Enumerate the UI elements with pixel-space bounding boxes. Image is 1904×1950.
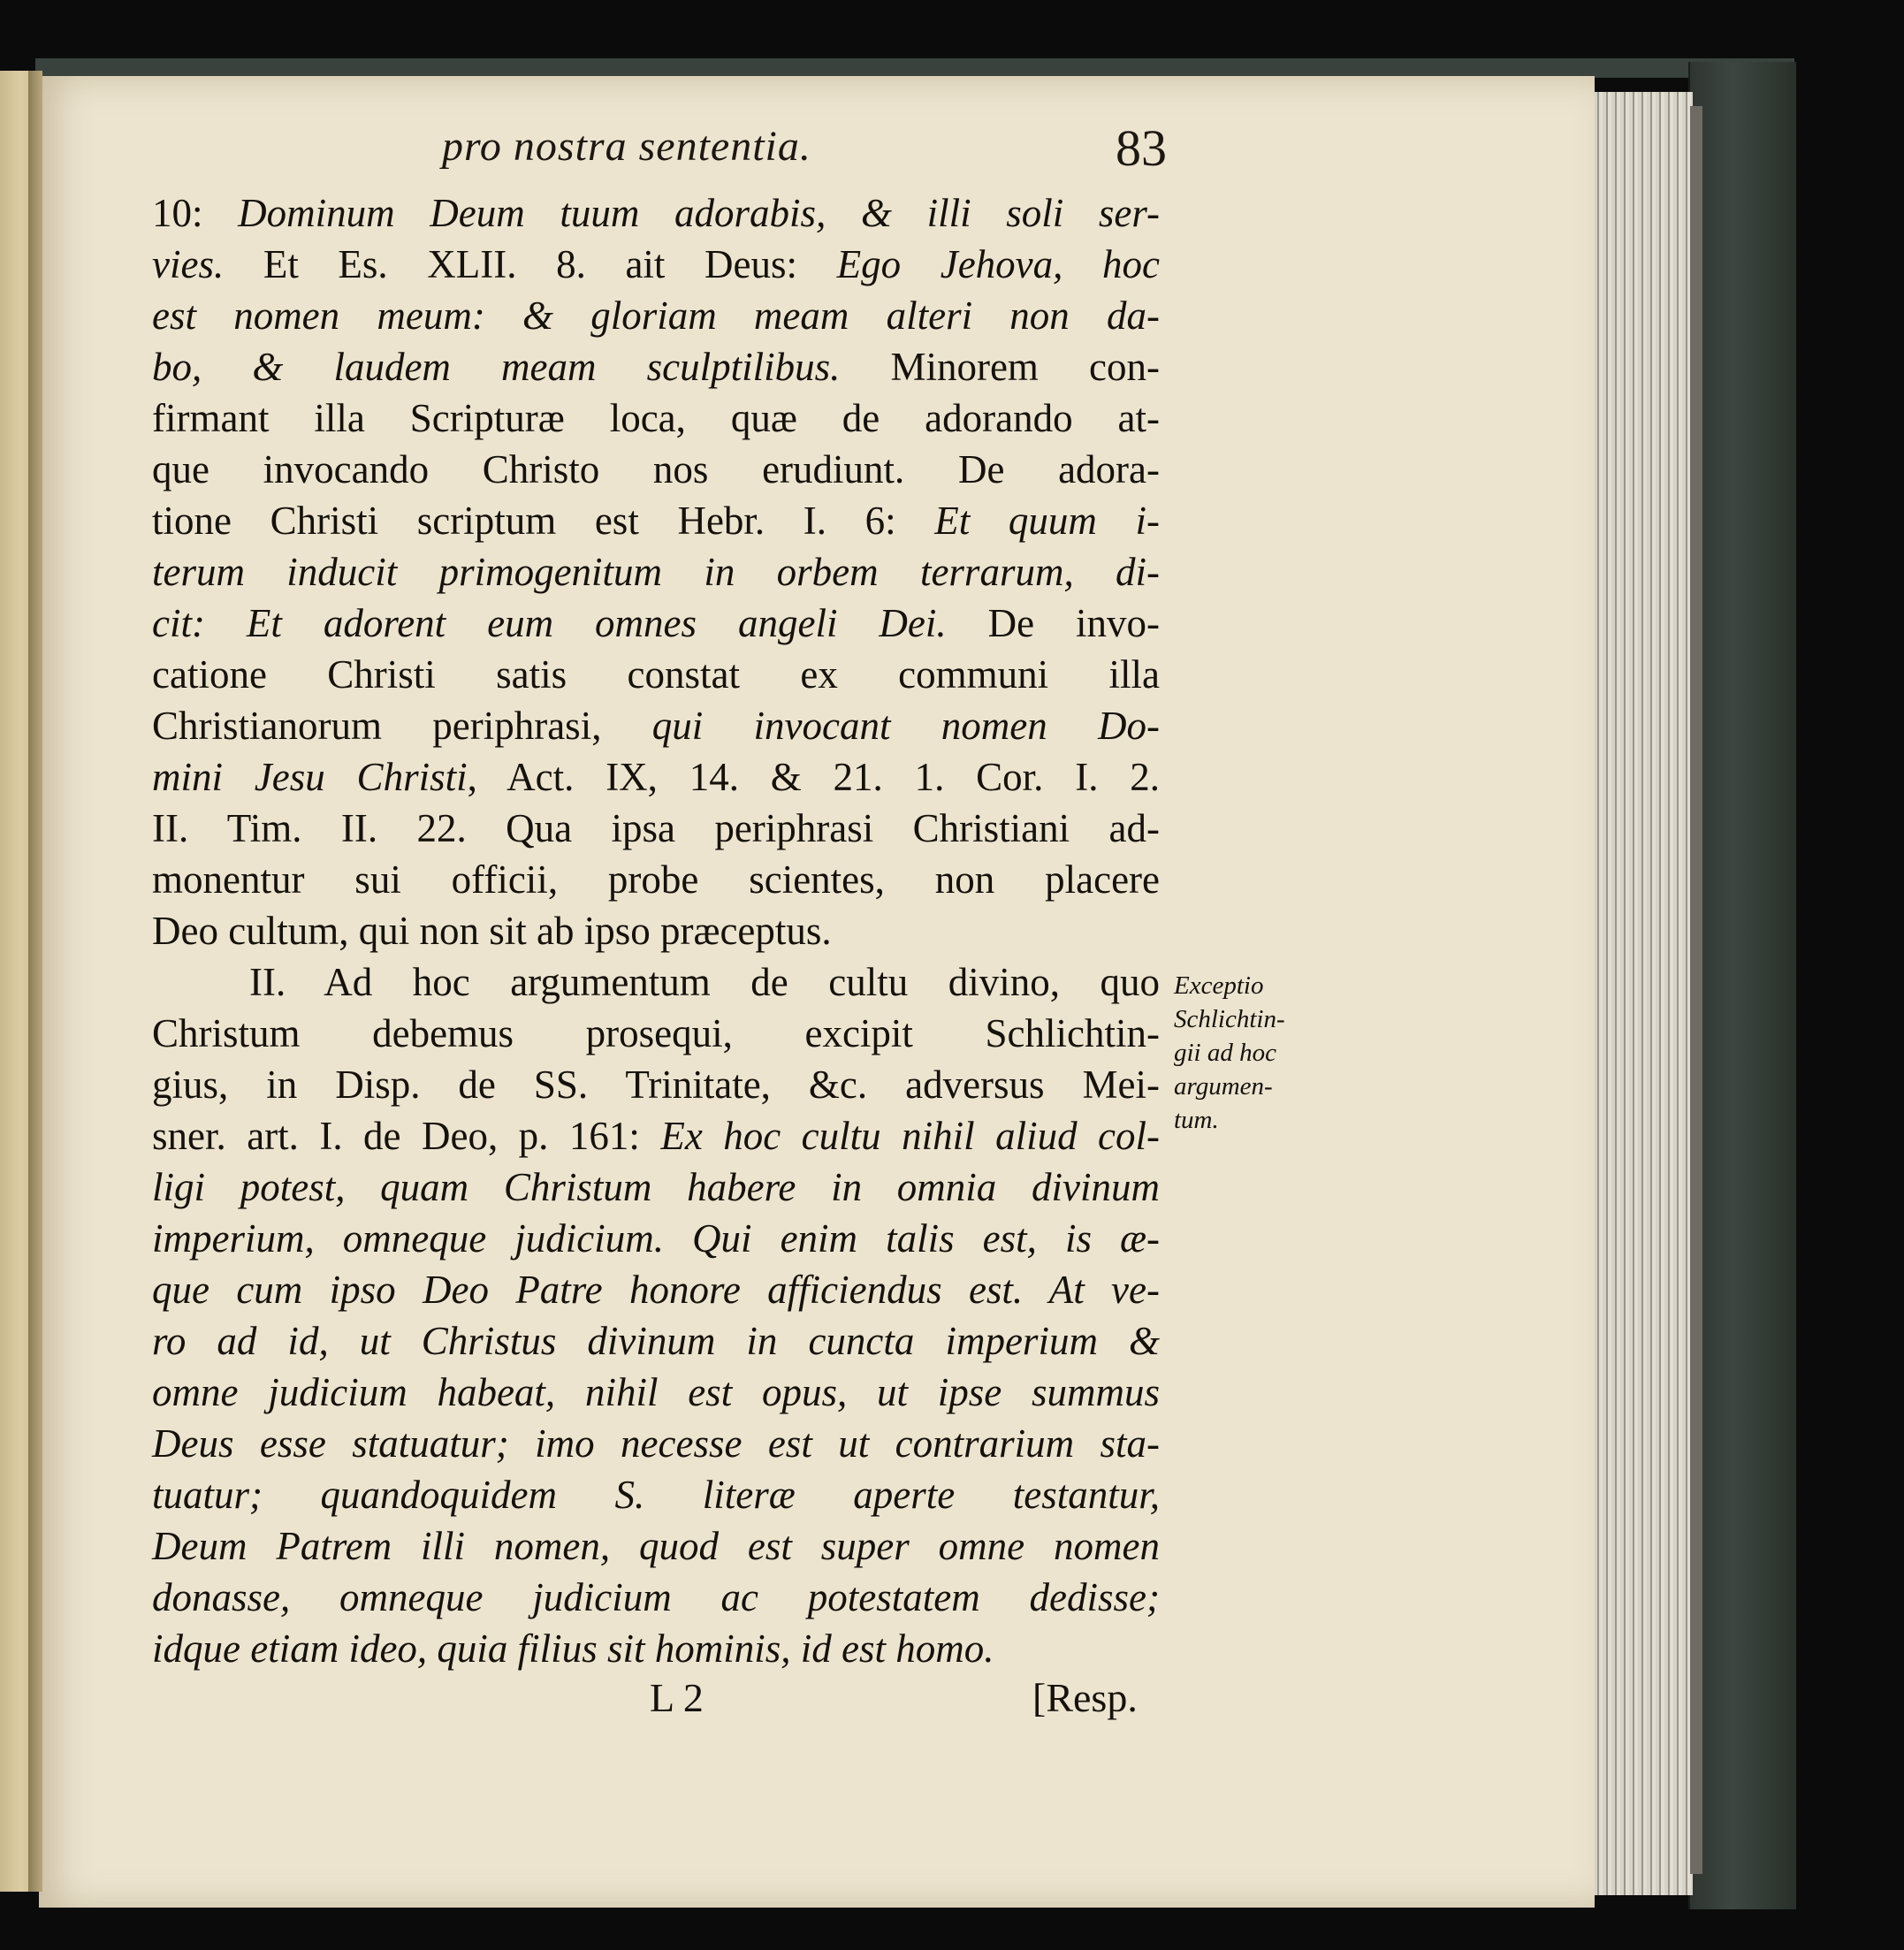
- italic-text-run: cit: Et adorent eum omnes angeli Dei.: [152, 601, 947, 645]
- text-line: [152, 187, 1160, 239]
- italic-text-run: que cum ipso Deo Patre honore afficiendus est. At ve-: [152, 1268, 1160, 1312]
- text-line: [152, 1110, 1160, 1162]
- text-line: [152, 649, 1160, 700]
- italic-text-run: Deum Patrem illi nomen, quod est super omne nomen: [152, 1524, 1160, 1568]
- italic-text-run: imperium, omneque judicium. Qui enim talis est, is æ-: [152, 1216, 1160, 1261]
- text-line: [152, 1520, 1160, 1572]
- roman-text-run: Minorem con-: [840, 345, 1160, 389]
- text-line: [152, 1418, 1160, 1469]
- text-line: [152, 1008, 1160, 1059]
- text-line: [152, 290, 1160, 341]
- roman-text-run: sner. art. I. de Deo, p. 161:: [152, 1114, 661, 1158]
- roman-text-run: II. Ad hoc argumentum de cultu divino, quo: [249, 960, 1160, 1004]
- italic-text-run: est nomen meum: & gloriam meam alteri non da-: [152, 293, 1160, 338]
- roman-text-run: Christum debemus prosequi, excipit Schlichtin-: [152, 1011, 1160, 1055]
- marginal-note-line: tum.: [1174, 1106, 1219, 1134]
- roman-text-run: , Act. IX, 14. & 21. 1. Cor. I. 2.: [467, 755, 1160, 799]
- marginal-note: [1174, 969, 1333, 1137]
- italic-text-run: ro ad id, ut Christus divinum in cuncta imperium &: [152, 1319, 1160, 1363]
- text-line: [152, 1572, 1160, 1623]
- roman-text-run: monentur sui officii, probe scientes, non placere: [152, 857, 1160, 902]
- italic-text-run: terum inducit primogenitum in orbem terrarum, di-: [152, 550, 1160, 594]
- running-head: [159, 119, 1167, 184]
- marginal-note-line: argumen-: [1174, 1072, 1273, 1101]
- page-number: 83: [1116, 119, 1167, 177]
- roman-text-run: Deo cultum, qui non sit ab ipso præceptus.: [152, 909, 832, 953]
- italic-text-run: donasse, omneque judicium ac potestatem dedisse;: [152, 1575, 1160, 1619]
- text-line: [152, 495, 1160, 546]
- text-line: [152, 546, 1160, 598]
- italic-text-run: qui invocant nomen Do-: [651, 704, 1160, 748]
- text-line: [152, 1213, 1160, 1264]
- marginal-note-line: gii ad hoc: [1174, 1039, 1276, 1067]
- marginal-note-line: Schlichtin-: [1174, 1005, 1285, 1033]
- text-line: [152, 1623, 1160, 1674]
- italic-text-run: omne judicium habeat, nihil est opus, ut ipse summus: [152, 1370, 1160, 1414]
- text-line: [152, 444, 1160, 495]
- running-head-title: pro nostra sententia.: [442, 123, 811, 170]
- page-stack-edge: [1591, 92, 1693, 1895]
- text-line: [152, 1367, 1160, 1418]
- roman-text-run: De invo-: [946, 601, 1160, 645]
- text-line: [152, 1469, 1160, 1520]
- roman-text-run: Christianorum periphrasi,: [152, 704, 652, 748]
- italic-text-run: Et quum i-: [934, 499, 1160, 543]
- catchword: [Resp.: [1032, 1675, 1138, 1720]
- top-board-edge: [35, 58, 1794, 78]
- roman-text-run: II. Tim. II. 22. Qua ipsa periphrasi Christiani ad-: [152, 806, 1160, 850]
- text-line: [152, 239, 1160, 290]
- italic-text-run: vies.: [152, 242, 225, 286]
- roman-text-run: que invocando Christo nos erudiunt. De adora-: [152, 447, 1160, 491]
- page-stack-shadow: [1690, 106, 1702, 1874]
- italic-text-run: Ego Jehova, hoc: [836, 242, 1160, 286]
- text-line: [152, 598, 1160, 649]
- roman-text-run: tione Christi scriptum est Hebr. I. 6:: [152, 499, 935, 543]
- text-line: [152, 803, 1160, 854]
- text-line: [152, 1059, 1160, 1110]
- roman-text-run: gius, in Disp. de SS. Trinitate, &c. adversus Mei-: [152, 1063, 1160, 1107]
- marginal-note-line: Exceptio: [1174, 971, 1264, 1000]
- italic-text-run: ligi potest, quam Christum habere in omnia divinum: [152, 1165, 1160, 1209]
- cloth-binding: [1688, 62, 1796, 1909]
- text-line: [152, 392, 1160, 444]
- italic-text-run: Ex hoc cultu nihil aliud col-: [660, 1114, 1160, 1158]
- text-line: [152, 700, 1160, 751]
- body-text: [152, 187, 1160, 1674]
- italic-text-run: mini Jesu Christi: [152, 755, 468, 799]
- text-line: [152, 1315, 1160, 1367]
- roman-text-run: catione Christi satis constat ex communi illa: [152, 652, 1160, 697]
- text-line: [152, 751, 1160, 803]
- roman-text-run: Et Es. XLII. 8. ait Deus:: [224, 242, 837, 286]
- text-line: [152, 341, 1160, 392]
- text-line: [152, 854, 1160, 905]
- text-line: [152, 1162, 1160, 1213]
- italic-text-run: bo, & laudem meam sculptilibus.: [152, 345, 841, 389]
- roman-text-run: firmant illa Scripturæ loca, quæ de adorando at-: [152, 396, 1160, 440]
- italic-text-run: idque etiam ideo, quia filius sit hominis, id est homo.: [152, 1626, 994, 1671]
- text-line: [152, 905, 1160, 956]
- page-gutter: [28, 71, 42, 1892]
- signature-mark: L 2: [650, 1675, 704, 1720]
- italic-text-run: tuatur; quandoquidem S. literæ aperte testantur,: [152, 1473, 1160, 1517]
- roman-text-run: 10:: [152, 191, 239, 235]
- italic-text-run: Dominum Deum tuum adorabis, & illi soli ser-: [238, 191, 1160, 235]
- italic-text-run: Deus esse statuatur; imo necesse est ut contrarium sta-: [152, 1421, 1160, 1466]
- text-line: [152, 1264, 1160, 1315]
- text-line: [152, 956, 1160, 1008]
